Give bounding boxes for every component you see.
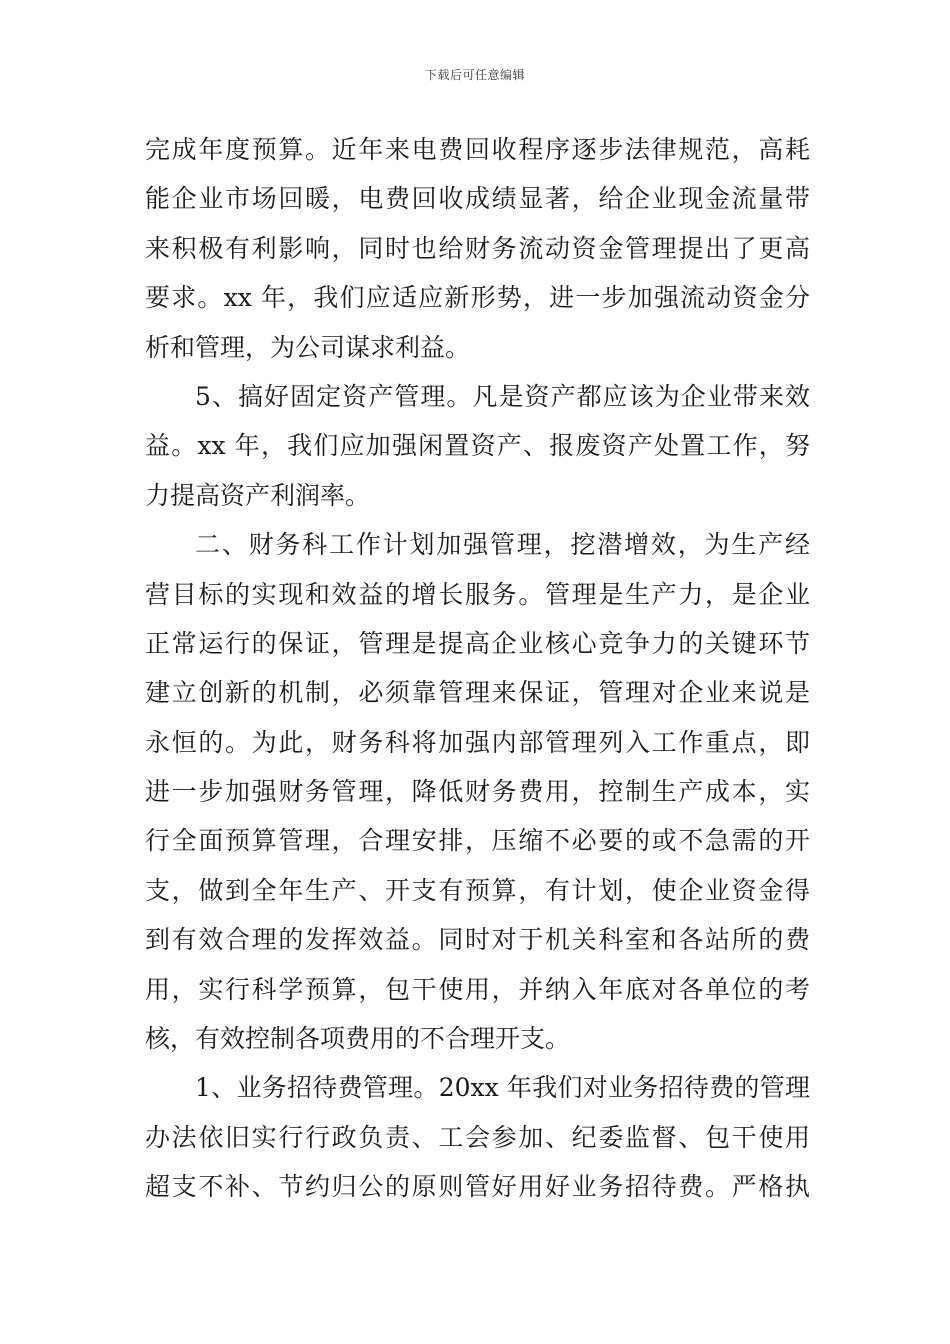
text-line: 建立创新的机制，必须靠管理来保证，管理对企业来说是 bbox=[145, 678, 810, 708]
text-line: 行全面预算管理，合理安排，压缩不必要的或不急需的开 bbox=[145, 826, 810, 856]
text-line: 力提高资产利润率。 bbox=[145, 480, 371, 510]
text-line: 超支不补、节约归公的原则管好用好业务招待费。严格执 bbox=[145, 1172, 810, 1202]
text-line: 5、搞好固定资产管理。凡是资产都应该为企业带来效 bbox=[195, 381, 810, 411]
text-line: 能企业市场回暖，电费回收成绩显著，给企业现金流量带 bbox=[145, 184, 810, 214]
text-line: 1、业务招待费管理。20xx 年我们对业务招待费的管理 bbox=[195, 1073, 810, 1103]
text-line: 支，做到全年生产、开支有预算，有计划，使企业资金得 bbox=[145, 875, 810, 905]
text-line: 用，实行科学预算，包干使用，并纳入年底对各单位的考 bbox=[145, 974, 810, 1004]
paragraph-3 bbox=[145, 520, 810, 1063]
text-line: 到有效合理的发挥效益。同时对于机关科室和各站所的费 bbox=[145, 925, 810, 955]
text-line: 办法依旧实行行政负责、工会参加、纪委监督、包干使用 bbox=[145, 1122, 810, 1152]
text-line: 永恒的。为此，财务科将加强内部管理列入工作重点，即 bbox=[145, 727, 810, 757]
text-line: 析和管理，为公司谋求利益。 bbox=[145, 332, 471, 362]
text-line: 来积极有利影响，同时也给财务流动资金管理提出了更高 bbox=[145, 233, 810, 263]
paragraph-4 bbox=[145, 1063, 810, 1211]
text-line: 核，有效控制各项费用的不合理开支。 bbox=[145, 1024, 571, 1054]
document-body bbox=[145, 125, 810, 1212]
text-line: 营目标的实现和效益的增长服务。管理是生产力，是企业 bbox=[145, 579, 810, 609]
paragraph-1 bbox=[145, 125, 810, 372]
text-line: 完成年度预算。近年来电费回收程序逐步法律规范，高耗 bbox=[145, 135, 810, 164]
text-line: 进一步加强财务管理，降低财务费用，控制生产成本，实 bbox=[145, 777, 810, 807]
text-line: 要求。xx 年，我们应适应新形势，进一步加强流动资金分 bbox=[145, 283, 810, 313]
text-line: 益。xx 年，我们应加强闲置资产、报废资产处置工作，努 bbox=[145, 431, 810, 461]
page-header: 下载后可任意编辑 bbox=[424, 68, 525, 82]
text-line: 正常运行的保证，管理是提高企业核心竞争力的关键环节 bbox=[145, 628, 810, 658]
paragraph-2 bbox=[145, 372, 810, 520]
text-line: 二、财务科工作计划加强管理，挖潜增效，为生产经 bbox=[195, 530, 810, 560]
